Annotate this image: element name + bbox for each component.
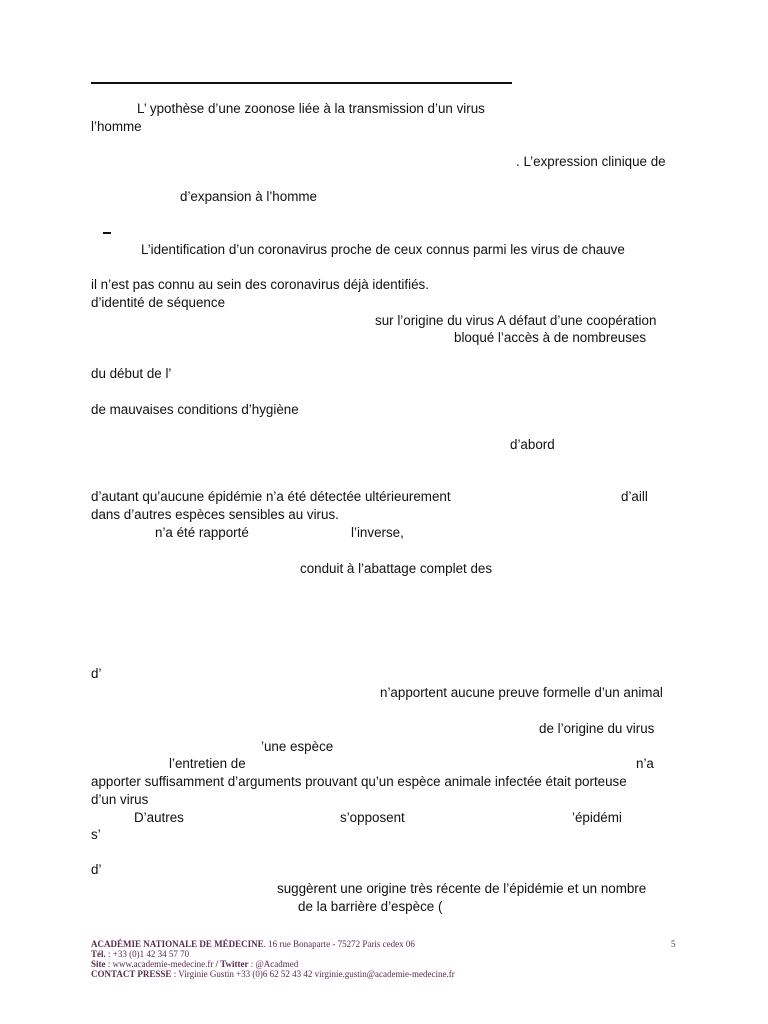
text-line: d’un virus — [91, 792, 149, 807]
text-line: L’identification d’un coronavirus proche de ceux connus parmi les virus de chauve — [141, 242, 625, 257]
footer-web-line — [91, 959, 681, 969]
text-line: l’homme — [91, 119, 142, 134]
text-line: n’apportent aucune preuve formelle d’un animal — [380, 685, 663, 700]
text-line: d’expansion à l’homme — [180, 189, 317, 204]
text-line: D’autres — [134, 810, 184, 825]
text-line: n’a été rapporté — [155, 525, 249, 540]
text-line: d’abord — [510, 437, 555, 452]
footer-twitter-link[interactable]: : @Acadmed — [248, 959, 299, 969]
footer-tel-label: Tél. — [91, 949, 106, 959]
footer-address-line — [91, 939, 681, 949]
text-line: sur l’origine du virus A défaut d’une coopération — [375, 313, 657, 328]
text-line: ’une espèce — [261, 739, 334, 754]
text-line: d’identité de séquence — [91, 295, 226, 310]
text-line: s’opposent — [340, 810, 405, 825]
footer-contact-label: CONTACT PRESSE — [91, 969, 172, 979]
text-line: l’inverse, — [351, 525, 404, 540]
text-line: de mauvaises conditions d’hygiène — [91, 402, 299, 417]
text-line: conduit à l’abattage complet des — [300, 561, 493, 576]
text-line: de la barrière d’espèce ( — [298, 899, 443, 914]
text-line: ’épidémi — [572, 810, 622, 825]
text-line: il n’est pas connu au sein des coronavirus déjà identifiés. — [91, 277, 429, 292]
dash-mark — [103, 232, 111, 234]
page-footer — [91, 939, 681, 979]
footer-contact: : Virginie Gustin +33 (0)6 62 52 43 42 virginie.gustin@academie-medecine.fr — [171, 969, 455, 979]
text-line: n’a — [636, 756, 654, 771]
footer-site-link[interactable]: : www.academie-medecine.fr — [105, 959, 214, 969]
text-line: du début de l’ — [91, 366, 172, 381]
text-line: d’autant qu’aucune épidémie n’a été détectée ultérieurement — [91, 489, 451, 504]
footer-org-name: ACADÉMIE NATIONALE DE MÉDECINE — [91, 939, 264, 949]
text-line: bloqué l’accès à de nombreuses — [454, 330, 647, 345]
text-line: L’ ypothèse d’une zoonose liée à la transmission d’un virus — [137, 101, 485, 116]
text-line: de l’origine du virus — [539, 721, 655, 736]
footer-site-label: Site — [91, 959, 106, 969]
footer-tel: : +33 (0)1 42 34 57 70 — [105, 949, 190, 959]
text-line: s’ — [91, 827, 101, 842]
footer-contact-line — [91, 969, 681, 979]
horizontal-rule — [91, 82, 512, 84]
text-line: d’ — [91, 666, 102, 681]
footer-phone-line — [91, 949, 681, 959]
page-number: 5 — [671, 939, 676, 949]
footer-address: . 16 rue Bonaparte - 75272 Paris cedex 06 — [263, 939, 415, 949]
text-line: apporter suffisamment d’arguments prouvant qu’un espèce animale infectée était porteuse — [91, 774, 627, 789]
text-line: d’ — [91, 862, 102, 877]
text-line: suggèrent une origine très récente de l’épidémie et un nombre — [277, 881, 647, 896]
text-line: . L’expression clinique de — [516, 154, 666, 169]
footer-twitter-label: / Twitter — [213, 959, 249, 969]
text-line: dans d’autres espèces sensibles au virus. — [91, 507, 339, 522]
text-line: l’entretien de — [169, 756, 246, 771]
text-line: d’aill — [621, 489, 648, 504]
